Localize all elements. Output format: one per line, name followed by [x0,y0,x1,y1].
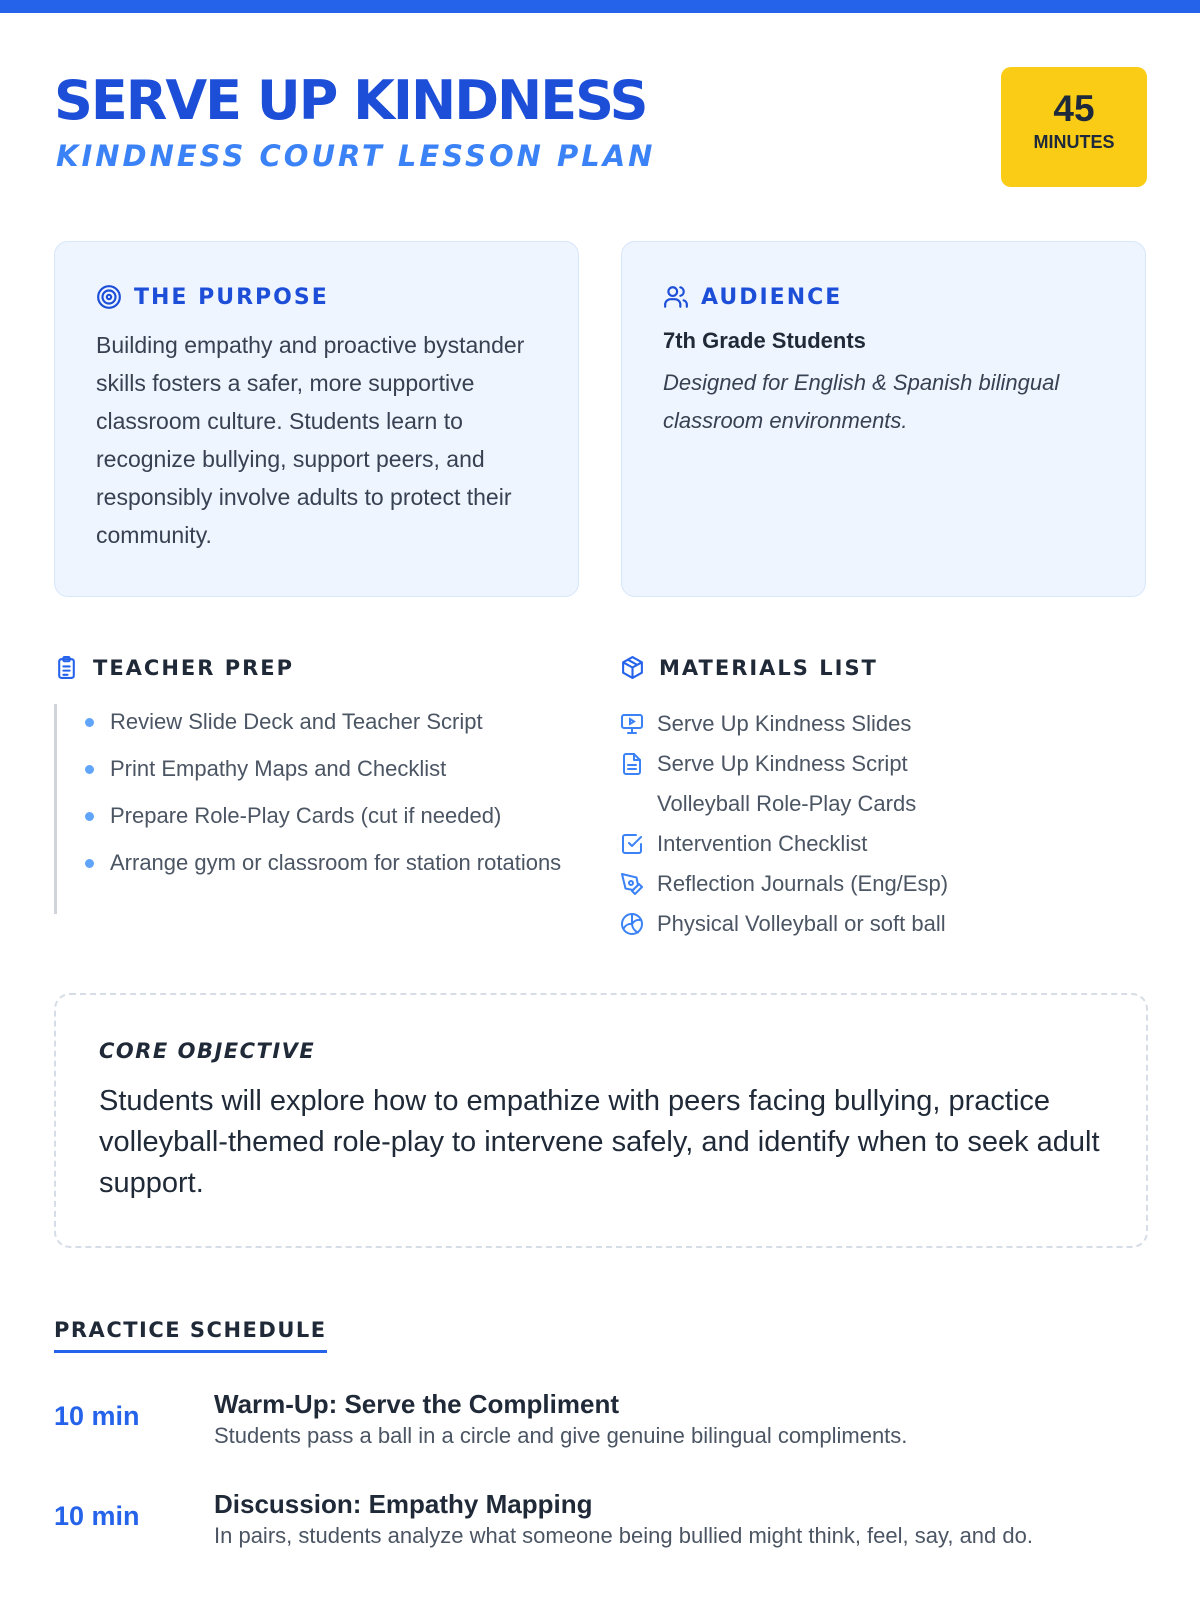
schedule-name: Warm-Up: Serve the Compliment [214,1389,619,1419]
purpose-card [54,241,579,597]
purpose-title: THE PURPOSE [134,284,329,310]
audience-grade: 7th Grade Students [663,328,866,353]
core-objective-label: CORE OBJECTIVE [99,1039,316,1063]
duration-badge [1001,67,1147,187]
audience-note: Designed for English & Spanish bilingual classroom environments. [663,370,1060,433]
material-item [620,824,1180,864]
schedule-duration: 10 min [54,1501,140,1531]
schedule-item [54,1387,1164,1487]
prep-item: Print Empathy Maps and Checklist [57,753,577,785]
teacher-prep-list [54,704,577,914]
materials-title: MATERIALS LIST [659,655,878,680]
duration-value: 45 [1053,88,1095,129]
schedule-desc: In pairs, students analyze what someone being bullied might think, feel, say, and do. [214,1523,1033,1548]
page-subtitle: KINDNESS COURT LESSON PLAN [56,139,656,173]
clipboard-icon [54,655,79,680]
material-item [620,904,1180,944]
material-label: Intervention Checklist [657,831,868,856]
schedule-item [54,1487,1164,1587]
page-title: SERVE UP KINDNESS [54,69,647,132]
document-icon [620,752,644,776]
material-label: Volleyball Role-Play Cards [657,791,917,816]
material-item [620,864,1180,904]
checkbox-icon [620,832,644,856]
schedule-desc: Students pass a ball in a circle and give genuine bilingual compliments. [214,1423,908,1448]
teacher-prep-header [54,655,294,680]
purpose-body: Building empathy and proactive bystander skills fosters a safer, more supportive classroom culture. Students learn to recognize bullying, support peers, and responsibly involve adults to protect their community. [96,332,525,548]
material-item [620,704,1180,744]
material-item [620,744,1180,784]
target-icon [96,284,122,310]
prep-item: Review Slide Deck and Teacher Script [57,706,577,738]
pen-icon [620,872,644,896]
material-item [620,784,1180,824]
presentation-icon [620,712,644,736]
material-label: Physical Volleyball or soft ball [657,911,946,936]
prep-item: Prepare Role-Play Cards (cut if needed) [57,800,577,832]
materials-list [620,704,1180,944]
core-objective-text: Students will explore how to empathize with peers facing bullying, practice volleyball-themed role-play to intervene safely, and identify when to seek adult support. [99,1085,1100,1199]
users-icon [663,284,689,310]
teacher-prep-title: TEACHER PREP [93,655,295,680]
audience-title: AUDIENCE [701,284,843,310]
schedule-name: Discussion: Empathy Mapping [214,1489,593,1519]
practice-schedule-list [54,1387,1164,1587]
schedule-duration: 10 min [54,1401,140,1431]
top-accent-bar [0,0,1200,13]
volleyball-icon [620,912,644,936]
prep-item: Arrange gym or classroom for station rotations [57,847,577,879]
materials-header [620,655,878,680]
practice-schedule-title: PRACTICE SCHEDULE [54,1318,327,1353]
material-label: Serve Up Kindness Script [657,751,908,776]
audience-card [621,241,1146,597]
core-objective-box [54,993,1148,1248]
material-label: Serve Up Kindness Slides [657,711,912,736]
material-label: Reflection Journals (Eng/Esp) [657,871,949,896]
duration-unit: MINUTES [1033,132,1115,152]
package-icon [620,655,645,680]
